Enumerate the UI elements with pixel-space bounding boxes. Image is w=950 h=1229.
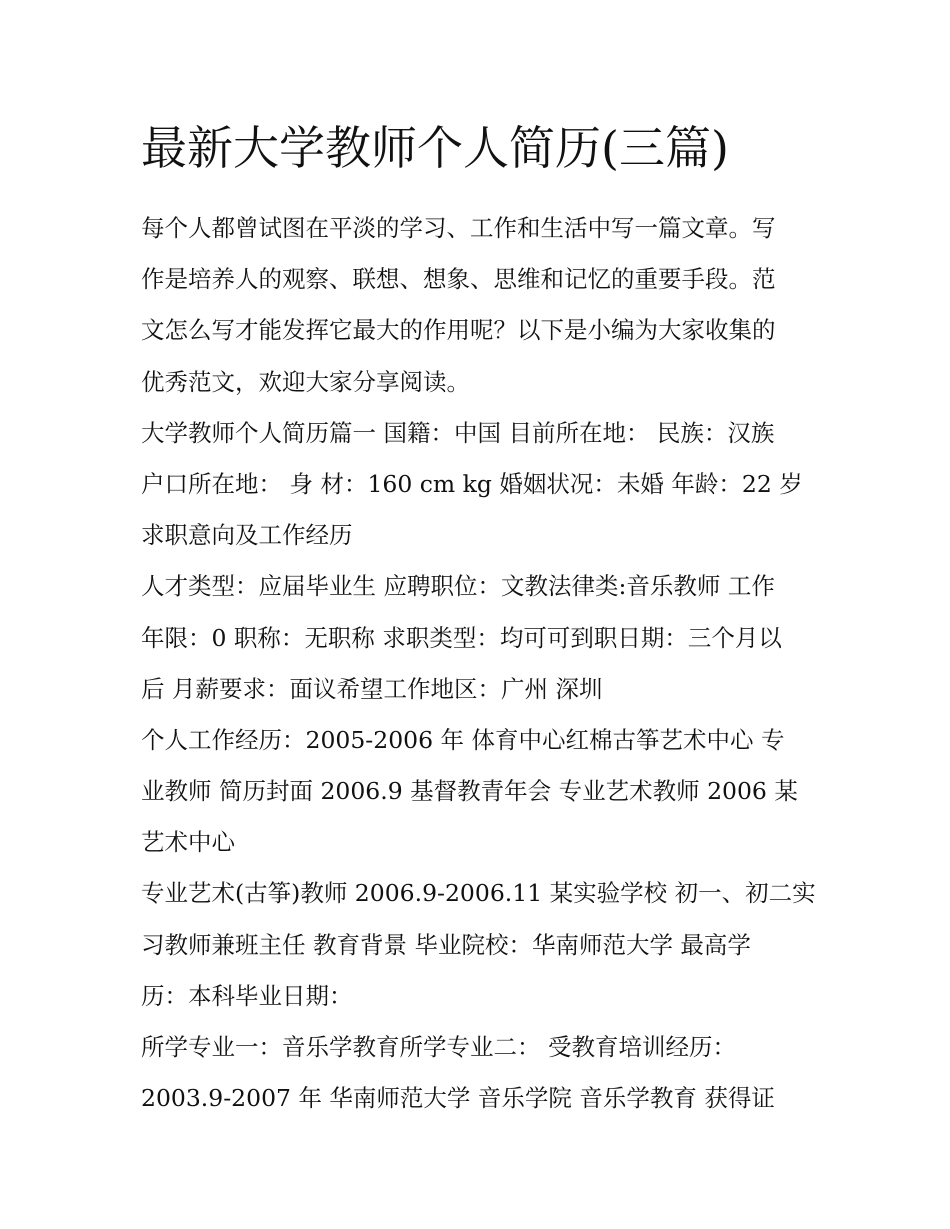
text-line: 求职意向及工作经历 (141, 521, 353, 550)
text-line: 文怎么写才能发挥它最大的作用呢？以下是小编为大家收集的 (141, 316, 776, 345)
text-line: 艺术中心 (141, 828, 235, 857)
text-line: 作是培养人的观察、联想、想象、思维和记忆的重要手段。范 (141, 265, 776, 294)
text-line: 个人工作经历：2005-2006 年 体育中心红棉古筝艺术中心 专 (141, 725, 785, 754)
text-line: 优秀范文，欢迎大家分享阅读。 (141, 367, 470, 396)
text-line: 人才类型：应届毕业生 应聘职位：文教法律类:音乐教师 工作 (141, 572, 775, 601)
text-line: 习教师兼班主任 教育背景 毕业院校：华南师范大学 最高学 (141, 930, 751, 959)
text-line: 历：本科毕业日期： (141, 981, 353, 1010)
document-title: 最新大学教师个人简历(三篇) (141, 121, 729, 175)
text-line: 2003.9-2007 年 华南师范大学 音乐学院 音乐学教育 获得证 (141, 1084, 775, 1113)
text-line: 每个人都曾试图在平淡的学习、工作和生活中写一篇文章。写 (141, 214, 776, 242)
document-body (141, 203, 821, 1124)
text-line: 后 月薪要求：面议希望工作地区：广州 深圳 (141, 674, 603, 703)
text-line: 专业艺术(古筝)教师 2006.9-2006.11 某实验学校 初一、初二实 (141, 879, 816, 908)
text-line: 业教师 简历封面 2006.9 基督教青年会 专业艺术教师 2006 某 (141, 777, 798, 806)
text-line: 户口所在地： 身 材：160 cm kg 婚姻状况：未婚 年龄：22 岁 (141, 469, 803, 498)
text-line: 大学教师个人简历篇一 国籍：中国 目前所在地： 民族：汉族 (141, 418, 775, 447)
text-line: 所学专业一：音乐学教育所学专业二： 受教育培训经历： (141, 1033, 736, 1061)
text-line: 年限：0 职称：无职称 求职类型：均可可到职日期：三个月以 (141, 623, 782, 652)
